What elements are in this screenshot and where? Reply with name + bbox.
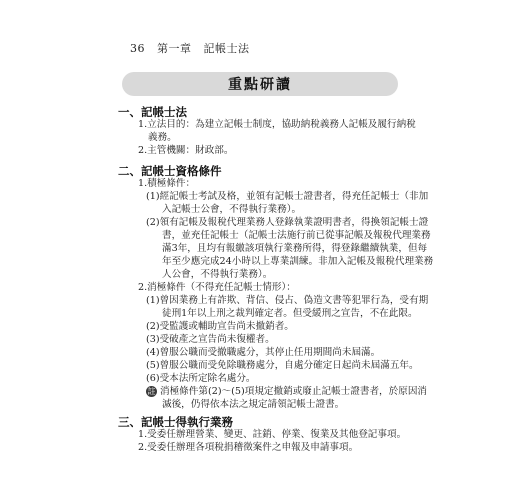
section-banner [122, 72, 398, 96]
note-icon: 註 [147, 387, 156, 396]
text-line: 2.受委任辦理各項稅捐稽徵案件之申報及申請事項。 [138, 442, 359, 453]
running-header [130, 40, 258, 56]
text-line: 書，並充任記帳士（記帳士法施行前已從事記帳及報稅代理業務 [162, 230, 431, 241]
text-line: (1)經記帳士考試及格，並領有記帳士證書者，得充任記帳士（非加 [146, 191, 429, 202]
banner-title: 重點研讀 [228, 77, 292, 93]
text-line: 1.立法目的：為建立記帳士制度，協助納稅義務人記帳及履行納稅 [138, 119, 416, 130]
text-line: 1.受委任辦理營業、變更、註銷、停業、復業及其他登記事項。 [138, 429, 407, 440]
text-line: 2.消極條件（不得充任記帳士情形）： [138, 282, 296, 293]
text-line: 2.主管機關：財政部。 [138, 145, 234, 156]
text-line: 入記帳士公會，不得執行業務）。 [162, 204, 302, 215]
text-line: 人公會，不得執行業務）。 [162, 269, 273, 280]
text-line: 義務。 [148, 132, 177, 143]
text-line: (3)受破產之宣告尚未復權者。 [146, 334, 275, 345]
text-line: (2)受監護或輔助宣告尚未撤銷者。 [146, 321, 294, 332]
chapter-title: 記帳士法 [203, 42, 250, 55]
note-text: 消極條件第(2)～(5)項規定撤銷或廢止記帳士證書者，於原因消 [160, 386, 428, 397]
text-line: 徒刑1年以上刑之裁判確定者。但受緩刑之宣告，不在此限。 [162, 308, 418, 319]
text-line: 年至少應完成24小時以上專業訓練。非加入記帳及報稅代理業務 [162, 256, 434, 267]
text-line: (6)受本法所定除名處分。 [146, 373, 256, 384]
text-line: (2)領有記帳及報稅代理業務人登錄執業證明書者，得換領記帳士證 [146, 217, 429, 228]
note-line [146, 385, 427, 398]
text-line: 滿3年，且均有報繳該項執行業務所得，得登錄繼續執業，但每 [162, 243, 428, 254]
chapter-label: 第一章 [157, 42, 192, 55]
text-line: 1.積極條件： [138, 178, 196, 189]
section-heading-1: 一、記帳士法 [118, 105, 187, 119]
text-line: (1)曾因業務上有詐欺、背信、侵占、偽造文書等犯罪行為，受有期 [146, 295, 429, 306]
text-line: (4)曾服公職而受撤職處分，其停止任用期間尚未屆滿。 [146, 347, 381, 358]
text-line: 滅後，仍得依本法之規定請領記帳士證書。 [162, 399, 345, 410]
text-line: (5)曾服公職而受免除職務處分，自處分確定日起尚未屆滿五年。 [146, 360, 419, 371]
section-heading-3: 三、記帳士得執行業務 [118, 415, 233, 429]
section-heading-2: 二、記帳士資格條件 [118, 164, 222, 178]
page-number: 36 [130, 42, 145, 55]
